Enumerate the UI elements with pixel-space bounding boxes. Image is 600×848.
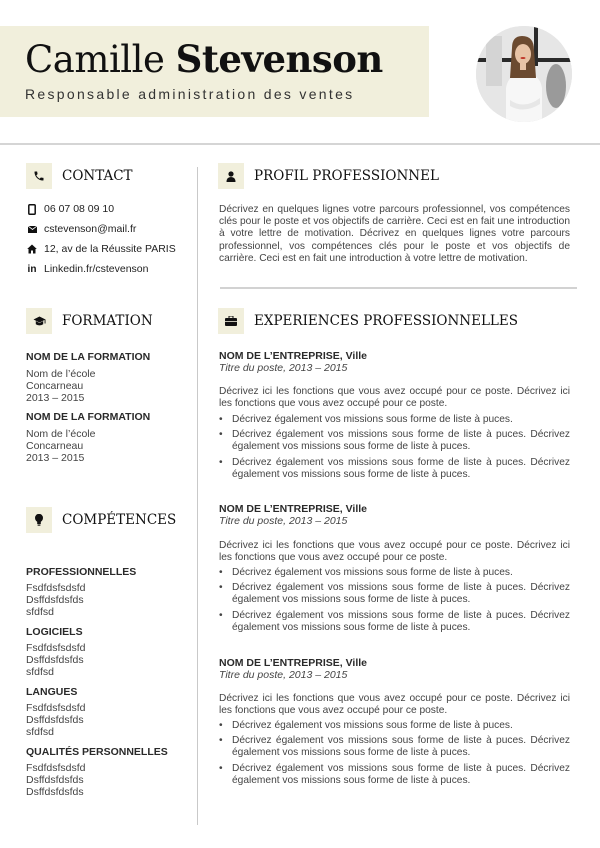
experiences-section-header	[218, 308, 518, 334]
skill-item: Dsffdsfdsfds	[26, 654, 84, 666]
formation-title: FORMATION	[62, 313, 153, 329]
linkedin-url[interactable]: Linkedin.fr/cstevenson	[44, 263, 149, 275]
formation-dates: 2013 – 2015	[26, 392, 85, 404]
experiences-title: EXPERIENCES PROFESSIONNELLES	[254, 313, 519, 329]
job-bullet	[219, 457, 570, 481]
contact-address	[26, 243, 176, 255]
portrait-photo-icon	[476, 26, 572, 122]
skill-item: Dsffdsfdsfds	[26, 774, 84, 786]
job-bullet	[219, 429, 570, 453]
formation-school: Nom de l’école	[26, 428, 96, 440]
formation-city: Concarneau	[26, 440, 84, 452]
job-description: Décrivez ici les fonctions que vous avez occupé pour ce poste. Décrivez ici les fonctions que vous avez occupé pour ce poste.	[219, 540, 570, 564]
job-bullet	[219, 567, 570, 579]
lightbulb-icon	[26, 507, 52, 533]
formation-dates: 2013 – 2015	[26, 452, 85, 464]
job-company: NOM DE L’ENTREPRISE, Ville	[219, 657, 368, 669]
bullet-icon: •	[219, 456, 223, 468]
email-address[interactable]: cstevenson@mail.fr	[44, 223, 137, 235]
job-bullets	[219, 720, 570, 790]
briefcase-icon	[218, 308, 244, 334]
job-bullet	[219, 763, 570, 787]
bullet-text: Décrivez également vos missions sous forme de liste à puces. Décrivez également vos missions sous forme de liste à puces.	[232, 609, 570, 633]
bullet-icon: •	[219, 609, 223, 621]
job-position: Titre du poste, 2013 – 2015	[219, 669, 348, 681]
job-bullets	[219, 567, 570, 637]
formation-name: NOM DE LA FORMATION	[26, 351, 151, 363]
job-bullet	[219, 582, 570, 606]
bullet-icon: •	[219, 582, 223, 594]
section-divider	[220, 287, 577, 289]
contact-linkedin	[26, 263, 148, 275]
profile-photo	[476, 26, 572, 122]
job-bullet	[219, 610, 570, 634]
job-bullet	[219, 414, 570, 426]
skill-item: Dsffdsfdsfds	[26, 786, 84, 798]
graduation-cap-icon	[26, 308, 52, 334]
user-icon	[218, 163, 244, 189]
phone-number[interactable]: 06 07 08 09 10	[44, 203, 115, 215]
contact-email	[26, 223, 136, 235]
contact-phone	[26, 203, 114, 215]
home-icon	[26, 244, 38, 254]
bullet-text: Décrivez également vos missions sous forme de liste à puces.	[232, 720, 513, 731]
job-bullet	[219, 735, 570, 759]
bullet-text: Décrivez également vos missions sous forme de liste à puces.	[232, 414, 513, 425]
last-name: Stevenson	[175, 37, 383, 81]
postal-address: 12, av de la Réussite PARIS	[44, 243, 176, 255]
job-company: NOM DE L’ENTREPRISE, Ville	[219, 350, 368, 362]
skill-item: Fsdfdsfsdsfd	[26, 642, 86, 654]
contact-title: CONTACT	[62, 168, 133, 184]
mobile-icon	[26, 204, 38, 215]
bullet-text: Décrivez également vos missions sous forme de liste à puces. Décrivez également vos missions sous forme de liste à puces.	[232, 582, 570, 606]
contact-section-header	[26, 163, 133, 189]
bullet-icon: •	[219, 414, 223, 425]
phone-icon	[26, 163, 52, 189]
bullet-text: Décrivez également vos missions sous forme de liste à puces. Décrivez également vos missions sous forme de liste à puces.	[232, 456, 570, 480]
candidate-name	[25, 36, 383, 83]
bullet-icon: •	[219, 720, 223, 731]
competences-section-header	[26, 507, 176, 533]
skill-item: Dsffdsfdsfds	[26, 714, 84, 726]
profil-title: PROFIL PROFESSIONNEL	[254, 168, 439, 184]
skill-group-label: QUALITÉS PERSONNELLES	[26, 746, 168, 758]
linkedin-icon: in	[27, 263, 37, 275]
job-bullets	[219, 414, 570, 484]
profil-section-header	[218, 163, 439, 189]
bullet-text: Décrivez également vos missions sous forme de liste à puces. Décrivez également vos missions sous forme de liste à puces.	[232, 429, 570, 453]
header-divider	[0, 143, 600, 145]
job-title: Responsable administration des ventes	[25, 86, 355, 102]
profil-text: Décrivez en quelques lignes votre parcours professionnel, vos compétences clés pour le poste et vos objectifs de carrière. Ceci est en fait une introduction à votre lettre de motivation. Décrivez en quelques lignes votre parcours professionnel, vos compétences clés pour le poste et vos objectifs de carrière. Ceci est en fait une introduction à votre lettre de motivation.	[219, 204, 570, 264]
skill-item: sfdfsd	[26, 726, 55, 738]
bullet-icon: •	[219, 762, 223, 774]
bullet-text: Décrivez également vos missions sous forme de liste à puces. Décrivez également vos missions sous forme de liste à puces.	[232, 762, 570, 786]
formation-section-header	[26, 308, 153, 334]
skill-item: Fsdfdsfsdsfd	[26, 762, 86, 774]
skill-item: Fsdfdsfsdsfd	[26, 582, 86, 594]
bullet-text: Décrivez également vos missions sous forme de liste à puces. Décrivez également vos missions sous forme de liste à puces.	[232, 735, 570, 759]
job-position: Titre du poste, 2013 – 2015	[219, 515, 348, 527]
competences-title: COMPÉTENCES	[62, 512, 177, 528]
formation-school: Nom de l’école	[26, 368, 96, 380]
job-company: NOM DE L’ENTREPRISE, Ville	[219, 503, 368, 515]
skill-group-label: PROFESSIONNELLES	[26, 566, 137, 578]
first-name: Camille	[25, 38, 165, 81]
bullet-text: Décrivez également vos missions sous forme de liste à puces.	[232, 567, 513, 578]
envelope-icon	[26, 226, 38, 233]
skill-item: Fsdfdsfsdsfd	[26, 702, 86, 714]
skill-item: Dsffdsfdsfds	[26, 594, 84, 606]
skill-item: sfdfsd	[26, 666, 55, 678]
job-description: Décrivez ici les fonctions que vous avez occupé pour ce poste. Décrivez ici les fonctions que vous avez occupé pour ce poste.	[219, 386, 570, 410]
skill-group-label: LANGUES	[26, 686, 78, 698]
formation-name: NOM DE LA FORMATION	[26, 411, 151, 423]
job-description: Décrivez ici les fonctions que vous avez occupé pour ce poste. Décrivez ici les fonctions que vous avez occupé pour ce poste.	[219, 693, 570, 717]
bullet-icon: •	[219, 735, 223, 747]
job-position: Titre du poste, 2013 – 2015	[219, 362, 348, 374]
bullet-icon: •	[219, 567, 223, 578]
formation-city: Concarneau	[26, 380, 84, 392]
skill-group-label: LOGICIELS	[26, 626, 83, 638]
bullet-icon: •	[219, 429, 223, 441]
job-bullet	[219, 720, 570, 732]
skill-item: sfdfsd	[26, 606, 55, 618]
column-divider	[197, 167, 198, 825]
